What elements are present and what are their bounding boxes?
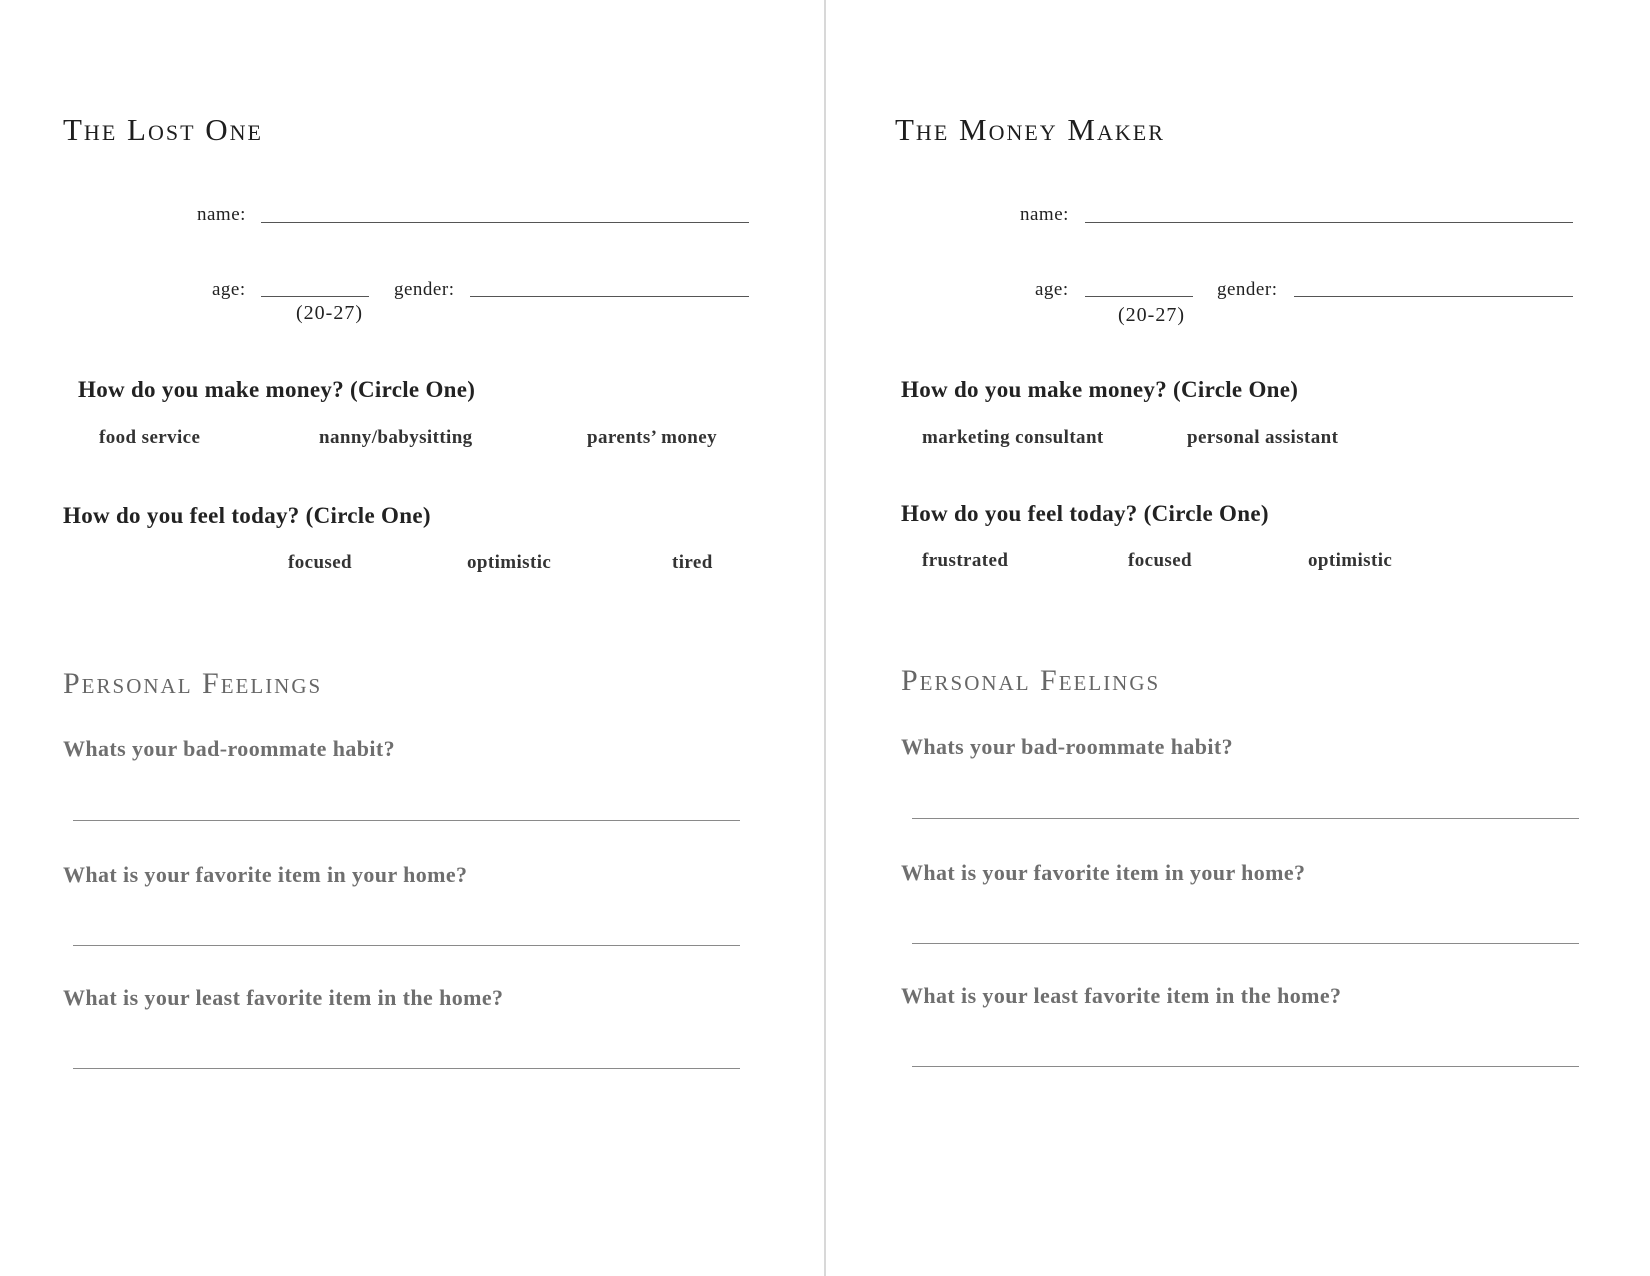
page-divider: [824, 0, 826, 1276]
money-option-food-service[interactable]: food service: [99, 427, 201, 448]
feel-question: How do you feel today? (Circle One): [63, 503, 431, 528]
age-hint: (20-27): [296, 302, 363, 324]
section-title-personal-feelings: Personal Feelings: [901, 664, 1161, 697]
answer-field-habit[interactable]: [73, 820, 740, 821]
panel-lost-one: [0, 0, 760, 1276]
panel-money-maker: [835, 0, 1595, 1276]
money-option-nanny[interactable]: nanny/babysitting: [319, 427, 473, 448]
gender-field[interactable]: [1294, 296, 1573, 297]
feel-option-focused[interactable]: focused: [288, 552, 353, 573]
panel-title: The Money Maker: [895, 112, 1165, 147]
answer-field-favorite-item[interactable]: [73, 945, 740, 946]
gender-label: gender:: [1217, 279, 1278, 300]
name-label: name:: [197, 204, 246, 225]
personal-question-habit: Whats your bad-roommate habit?: [901, 734, 1234, 759]
age-label: age:: [212, 279, 246, 300]
gender-label: gender:: [394, 279, 455, 300]
age-field[interactable]: [1085, 296, 1193, 297]
section-title-personal-feelings: Personal Feelings: [63, 667, 323, 700]
personal-question-favorite-item: What is your favorite item in your home?: [901, 860, 1306, 885]
feel-question: How do you feel today? (Circle One): [901, 501, 1269, 526]
feel-option-tired[interactable]: tired: [672, 552, 713, 573]
name-label: name:: [1020, 204, 1069, 225]
feel-option-optimistic[interactable]: optimistic: [1308, 550, 1393, 571]
feel-option-frustrated[interactable]: frustrated: [922, 550, 1009, 571]
personal-question-least-favorite-item: What is your least favorite item in the home?: [63, 985, 504, 1010]
answer-field-habit[interactable]: [912, 818, 1579, 819]
personal-question-habit: Whats your bad-roommate habit?: [63, 736, 396, 761]
feel-option-optimistic[interactable]: optimistic: [467, 552, 552, 573]
age-hint: (20-27): [1118, 304, 1185, 326]
money-question: How do you make money? (Circle One): [78, 377, 476, 402]
answer-field-least-favorite-item[interactable]: [912, 1066, 1579, 1067]
money-option-parents-money[interactable]: parents’ money: [587, 427, 717, 448]
money-question: How do you make money? (Circle One): [901, 377, 1299, 402]
panel-title: The Lost One: [63, 112, 263, 147]
gender-field[interactable]: [470, 296, 749, 297]
money-option-personal-assistant[interactable]: personal assistant: [1187, 427, 1339, 448]
age-field[interactable]: [261, 296, 369, 297]
feel-option-focused[interactable]: focused: [1128, 550, 1193, 571]
answer-field-least-favorite-item[interactable]: [73, 1068, 740, 1069]
answer-field-favorite-item[interactable]: [912, 943, 1579, 944]
money-option-marketing-consultant[interactable]: marketing consultant: [922, 427, 1104, 448]
age-label: age:: [1035, 279, 1069, 300]
personal-question-least-favorite-item: What is your least favorite item in the home?: [901, 983, 1342, 1008]
name-field[interactable]: [261, 222, 749, 223]
name-field[interactable]: [1085, 222, 1573, 223]
personal-question-favorite-item: What is your favorite item in your home?: [63, 862, 468, 887]
